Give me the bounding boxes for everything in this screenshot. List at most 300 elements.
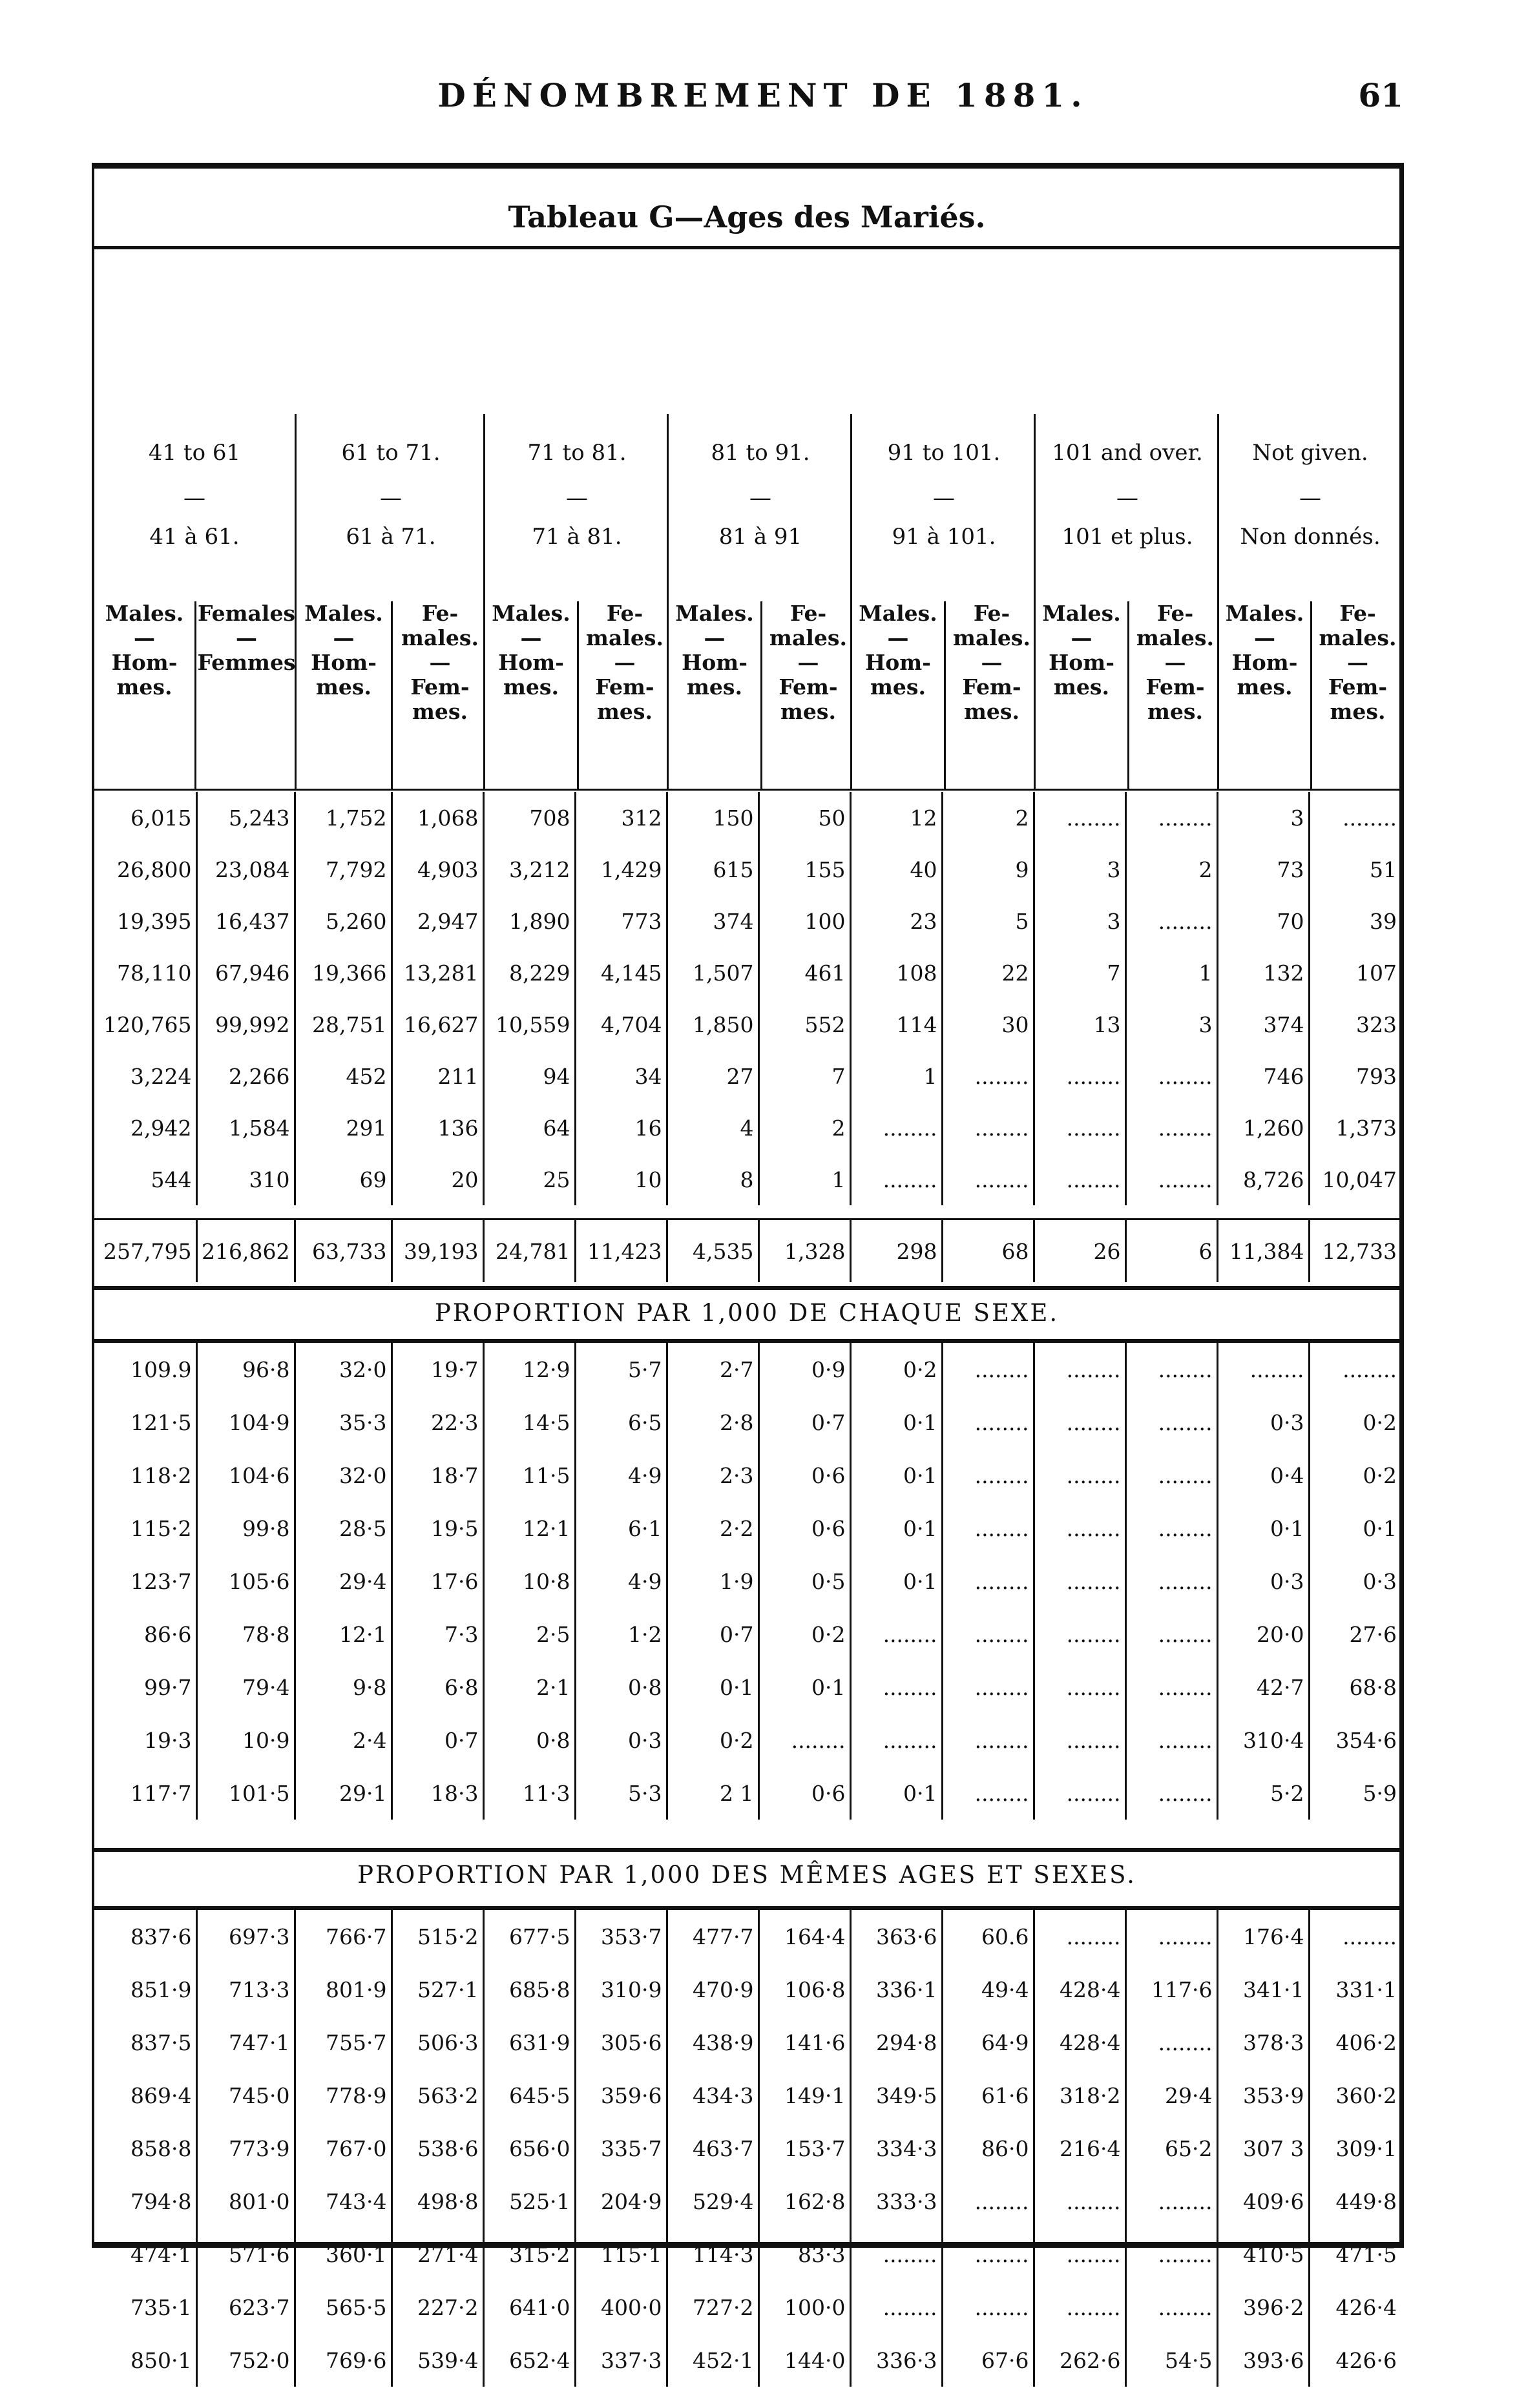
age-group-dash: — [933,485,955,511]
table-cell: 1 [1125,947,1217,999]
females-subheader [194,601,297,789]
page-number: 61 [1358,76,1403,114]
table-cell: 136 [392,1102,483,1154]
table-cell: 331·1 [1309,1963,1401,2016]
table-cell: 353·7 [575,1910,667,1963]
table-cell: 2·4 [295,1714,392,1767]
subheader-en: Fe- males. [1319,601,1397,650]
subheader-fr: Hom- mes. [865,650,931,700]
table-cell: ........ [942,1555,1034,1608]
table-cell: ........ [942,2228,1034,2281]
table-cell: 5 [942,895,1034,947]
table-cell: 117·6 [1125,1963,1217,2016]
table-cell: 335·7 [575,2122,667,2175]
table-cell: 6·1 [575,1502,667,1555]
table-cell: ........ [1034,1050,1125,1102]
table-cell: 4·9 [575,1555,667,1608]
table-cell: ........ [1125,1396,1217,1449]
table-row [94,1555,1401,1608]
table-cell: 428·4 [1034,1963,1125,2016]
table-cell: 10,047 [1309,1154,1401,1205]
table-row [94,2016,1401,2069]
subheader-fr: Fem- mes. [410,674,470,724]
table-cell: ........ [1034,1608,1125,1661]
table-cell: 150 [667,792,758,844]
table-cell: 2·8 [667,1396,758,1449]
table-cell: 63,733 [295,1220,392,1282]
table-cell: 50 [758,792,850,844]
table-cell: 341·1 [1217,1963,1309,2016]
table-cell: 315·2 [483,2228,575,2281]
table-cell: 409·6 [1217,2175,1309,2228]
subheader-en: Males. [1225,601,1304,626]
table-cell: 69 [295,1154,392,1205]
subheader-en: Fe- males. [769,601,847,650]
table-cell: 735·1 [131,2294,192,2320]
column-headers [94,414,1399,789]
table-cell: 29·1 [295,1767,392,1820]
subheader-fr: Fem- mes. [779,674,838,724]
table-cell: 6·5 [575,1396,667,1449]
table-cell: 99,992 [196,999,295,1050]
table-cell: ........ [1217,1343,1309,1396]
table-cell: 374 [667,895,758,947]
table-cell: 28,751 [295,999,392,1050]
table-cell: 0·1 [850,1396,942,1449]
table-cell: ........ [1125,1102,1217,1154]
age-group-dash: — [1116,485,1138,511]
table-cell: ........ [1125,2016,1217,2069]
subheader-fr: Fem- mes. [1328,674,1388,724]
table-cell: 677·5 [483,1910,575,1963]
table-cell: ........ [1034,1502,1125,1555]
table-cell: 6·8 [392,1661,483,1714]
age-group-header [483,414,669,789]
age-group-en: 41 to 61 [148,440,241,466]
table-cell: 60.6 [942,1910,1034,1963]
table-cell: 1,328 [758,1220,850,1282]
table-cell: 96·8 [196,1343,295,1396]
table-cell: 1 [850,1050,942,1102]
table-cell: 858·8 [131,2135,192,2161]
table-cell: ........ [942,1154,1034,1205]
table-cell: 1,584 [196,1102,295,1154]
table-cell: 22 [942,947,1034,999]
table-cell: ........ [1034,2175,1125,2228]
table-cell: 552 [758,999,850,1050]
table-row [94,1714,1401,1767]
subheader-en: Fe- males. [401,601,479,650]
counts-table [94,792,1401,1205]
table-cell: 353·9 [1217,2069,1309,2122]
table-cell: 10 [575,1154,667,1205]
age-group-dash: — [183,485,205,511]
females-subheader [391,601,487,789]
table-cell: 106·8 [758,1963,850,2016]
table-cell: 525·1 [483,2175,575,2228]
table-row [94,844,1401,895]
table-cell: ........ [1125,1767,1217,1820]
table-cell: 11·3 [483,1767,575,1820]
table-cell: ........ [1309,792,1401,844]
table-cell: 515·2 [392,1910,483,1963]
table-row [94,1343,1401,1396]
table-cell: 257,795 [103,1238,192,1264]
table-row [94,792,1401,844]
females-subheader [1310,601,1403,789]
age-group-fr: 81 à 91 [718,524,802,550]
table-cell: 29·4 [295,1555,392,1608]
table-cell: ........ [1125,1154,1217,1205]
age-group-en: 101 and over. [1052,440,1203,466]
table-cell: 23 [850,895,942,947]
table-cell: ........ [1125,1714,1217,1767]
table-cell: 17·6 [392,1555,483,1608]
table-cell: 35·3 [295,1396,392,1449]
header-rule [94,789,1399,791]
proportion-age-table [94,1910,1401,2387]
subheader-en: Males. [304,601,383,626]
table-cell: 755·7 [295,2016,392,2069]
table-cell: ........ [942,2175,1034,2228]
table-cell: 153·7 [758,2122,850,2175]
table-cell: 752·0 [196,2334,295,2387]
page-header [0,76,1526,128]
table-cell: ........ [942,1102,1034,1154]
table-cell: 9 [942,844,1034,895]
table-cell: 28·5 [295,1502,392,1555]
table-cell: 291 [295,1102,392,1154]
table-cell: 6,015 [131,805,192,831]
table-cell: 354·6 [1309,1714,1401,1767]
table-cell: 3,224 [131,1063,192,1089]
age-group-fr: 61 à 71. [346,524,436,550]
table-cell: ........ [1034,2228,1125,2281]
table-cell: 1·2 [575,1608,667,1661]
subheader-dash: — [1164,650,1186,675]
table-cell: 39 [1309,895,1401,947]
age-group-dash: — [566,485,588,511]
table-cell: 49·4 [942,1963,1034,2016]
table-row [94,1502,1401,1555]
subheader-en: Fe- males. [1136,601,1214,650]
table-cell: 529·4 [667,2175,758,2228]
table-cell: 149·1 [758,2069,850,2122]
table-cell: ........ [942,1502,1034,1555]
table-cell: 310·4 [1217,1714,1309,1767]
table-cell: 5·7 [575,1343,667,1396]
age-group-en: Not given. [1252,440,1368,466]
males-subheader [485,601,577,789]
table-cell: 0·6 [758,1767,850,1820]
table-cell: ........ [1125,792,1217,844]
table-cell: 793 [1309,1050,1401,1102]
page-title: DÉNOMBREMENT DE 1881. [437,76,1089,114]
table-cell: 104·9 [196,1396,295,1449]
table-cell: 144·0 [758,2334,850,2387]
subheader-fr: Fem- mes. [1145,674,1205,724]
table-cell: 773·9 [196,2122,295,2175]
table-cell: 359·6 [575,2069,667,2122]
table-cell: 2·5 [483,1608,575,1661]
table-cell: 3 [1034,895,1125,947]
table-cell: 471·5 [1309,2228,1401,2281]
table-cell: 100 [758,895,850,947]
table-cell: 118·2 [131,1462,192,1488]
table-cell: 19·5 [392,1502,483,1555]
table-cell: 1 [758,1154,850,1205]
males-subheader [1036,601,1127,789]
table-cell: 0·9 [758,1343,850,1396]
table-cell: 0·8 [575,1661,667,1714]
table-cell: 141·6 [758,2016,850,2069]
subheader-fr: Hom- mes. [1049,650,1114,700]
table-cell: ........ [1034,1102,1125,1154]
table-cell: ........ [1125,1050,1217,1102]
table-cell: 10·9 [196,1714,295,1767]
table-cell: 2 [1125,844,1217,895]
subheader-dash: — [1071,625,1092,650]
title-rule [94,246,1399,249]
table-cell: 2,942 [131,1115,192,1141]
table-row [94,1050,1401,1102]
table-cell: 336·1 [850,1963,942,2016]
table-cell: ........ [942,1767,1034,1820]
table-cell: 68 [942,1220,1034,1282]
table-cell: ........ [1034,792,1125,844]
table-cell: 104·6 [196,1449,295,1502]
table-cell: 0·3 [1217,1396,1309,1449]
age-group-en: 61 to 71. [341,440,441,466]
table-cell: 746 [1217,1050,1309,1102]
table-cell: ........ [1034,1661,1125,1714]
subheader-dash: — [1347,650,1368,675]
table-cell: 0·6 [758,1502,850,1555]
table-cell: 4·9 [575,1449,667,1502]
table-cell: 778·9 [295,2069,392,2122]
age-group-dash: — [380,485,402,511]
table-cell: 155 [758,844,850,895]
table-cell: 13,281 [392,947,483,999]
age-group-fr: Non donnés. [1240,524,1381,550]
table-cell: ........ [850,2281,942,2334]
age-group-dash: — [749,485,771,511]
table-cell: 0·1 [758,1661,850,1714]
subheader-dash: — [1254,625,1275,650]
table-cell: 105·6 [196,1555,295,1608]
table-cell: 34 [575,1050,667,1102]
subheader-fr: Fem- mes. [595,674,654,724]
table-cell: 363·6 [850,1910,942,1963]
subheader-fr: Hom- mes. [111,650,178,700]
table-cell: 0·2 [1309,1396,1401,1449]
subheader-dash: — [333,625,355,650]
age-group-fr: 91 à 101. [892,524,996,550]
table-cell: 8 [667,1154,758,1205]
table-cell: ........ [942,1661,1034,1714]
table-cell: 123·7 [131,1568,192,1594]
table-cell: ........ [850,2228,942,2281]
table-cell: ........ [1125,1910,1217,1963]
table-cell: 64 [483,1102,575,1154]
table-cell: 0·3 [1217,1555,1309,1608]
table-cell: 86·0 [942,2122,1034,2175]
table-cell: 428·4 [1034,2016,1125,2069]
table-cell: 115·2 [131,1515,192,1541]
table-cell: ........ [850,1714,942,1767]
table-cell: 40 [850,844,942,895]
table-cell: 12 [850,792,942,844]
table-cell: ........ [850,1102,942,1154]
subheader-dash: — [520,625,542,650]
table-cell: 8,726 [1217,1154,1309,1205]
table-cell: 7·3 [392,1608,483,1661]
table-cell: 449·8 [1309,2175,1401,2228]
females-subheader [944,601,1038,789]
table-cell: 310·9 [575,1963,667,2016]
table-cell: 64·9 [942,2016,1034,2069]
table-cell: 801·9 [295,1963,392,2016]
table-cell: 641·0 [483,2281,575,2334]
table-cell: 312 [575,792,667,844]
table-cell: 5·3 [575,1767,667,1820]
table-cell: 67,946 [196,947,295,999]
table-cell: 869·4 [131,2082,192,2108]
table-cell: 4 [667,1102,758,1154]
table-cell: 426·6 [1309,2334,1401,2387]
table-cell: 685·8 [483,1963,575,2016]
table-cell: 463·7 [667,2122,758,2175]
table-cell: 837·6 [131,1924,192,1949]
table-cell: 5,243 [196,792,295,844]
table-cell: 12·1 [483,1502,575,1555]
table-cell: ........ [850,1608,942,1661]
table-cell: 42·7 [1217,1661,1309,1714]
table-frame [92,163,1404,2373]
table-cell: 506·3 [392,2016,483,2069]
table-cell: ........ [850,1154,942,1205]
table-cell: 3 [1217,792,1309,844]
table-cell: 767·0 [295,2122,392,2175]
table-cell: 360·2 [1309,2069,1401,2122]
table-cell: 68·8 [1309,1661,1401,1714]
table-cell: ........ [1034,1555,1125,1608]
table-cell: ........ [1034,1714,1125,1767]
subheader-dash: — [429,650,451,675]
table-cell: 396·2 [1217,2281,1309,2334]
table-cell: 262·6 [1034,2334,1125,2387]
table-cell: 406·2 [1309,2016,1401,2069]
subheader-fr: Femmes [197,650,296,675]
table-cell: 0·7 [392,1714,483,1767]
females-subheader [1127,601,1221,789]
table-cell: 438·9 [667,2016,758,2069]
table-row [94,2281,1401,2334]
table-cell: 61·6 [942,2069,1034,2122]
table-cell: 24,781 [483,1220,575,1282]
table-cell: 2·1 [483,1661,575,1714]
table-cell: 310 [196,1154,295,1205]
table-cell: 309·1 [1309,2122,1401,2175]
table-cell: 27 [667,1050,758,1102]
table-cell: 16,437 [196,895,295,947]
table-cell: 11·5 [483,1449,575,1502]
table-cell: 7 [1034,947,1125,999]
table-cell: 2·7 [667,1343,758,1396]
subheader-fr: Hom- mes. [1231,650,1298,700]
table-cell: ........ [1125,1502,1217,1555]
table-cell: 100·0 [758,2281,850,2334]
table-cell: 539·4 [392,2334,483,2387]
table-cell: 4,903 [392,844,483,895]
table-cell: 227·2 [392,2281,483,2334]
table-cell: 9·8 [295,1661,392,1714]
table-cell: 26,800 [117,856,192,882]
table-cell: 121·5 [131,1409,192,1435]
table-cell: 3 [1125,999,1217,1050]
table-cell: 337·3 [575,2334,667,2387]
table-cell: 216·4 [1034,2122,1125,2175]
table-cell: 1,890 [483,895,575,947]
table-row [94,2175,1401,2228]
males-subheader [1219,601,1310,789]
table-cell: 794·8 [131,2188,192,2214]
table-cell: 108 [850,947,942,999]
table-cell: 204·9 [575,2175,667,2228]
table-row [94,2228,1401,2281]
table-cell: ........ [1125,895,1217,947]
table-cell: ........ [1034,1154,1125,1205]
subheader-dash: — [797,650,819,675]
age-group-fr: 101 et plus. [1061,524,1193,550]
table-row [94,1963,1401,2016]
table-cell: ........ [942,2281,1034,2334]
table-cell: 2 [942,792,1034,844]
table-cell: 32·0 [295,1449,392,1502]
table-cell: 65·2 [1125,2122,1217,2175]
table-cell: 743·4 [295,2175,392,2228]
subheader-en: Females [197,601,296,626]
table-cell: ........ [1034,1767,1125,1820]
subheader-fr: Hom- mes. [682,650,747,700]
table-row [94,1154,1401,1205]
table-cell: ........ [1034,2281,1125,2334]
table-cell: 498·8 [392,2175,483,2228]
table-cell: 2,947 [392,895,483,947]
proportion-sex-table [94,1343,1401,1820]
table-cell: 434·3 [667,2069,758,2122]
table-cell: 0·2 [667,1714,758,1767]
age-group-en: 91 to 101. [887,440,1001,466]
table-cell: 374 [1217,999,1309,1050]
subheader-en: Males. [675,601,754,626]
table-cell: 54·5 [1125,2334,1217,2387]
table-cell: ........ [942,1714,1034,1767]
table-cell: 410·5 [1217,2228,1309,2281]
table-cell: 120,765 [103,1012,192,1037]
table-cell: 20·0 [1217,1608,1309,1661]
subheader-en: Males. [859,601,937,626]
table-cell: 850·1 [131,2347,192,2373]
table-cell: ........ [942,1050,1034,1102]
age-group-en: 81 to 91. [711,440,810,466]
table-cell: 0·7 [667,1608,758,1661]
table-cell: 30 [942,999,1034,1050]
table-row [94,1767,1401,1820]
table-cell: 769·6 [295,2334,392,2387]
age-group-header [1034,414,1219,789]
table-cell: 713·3 [196,1963,295,2016]
